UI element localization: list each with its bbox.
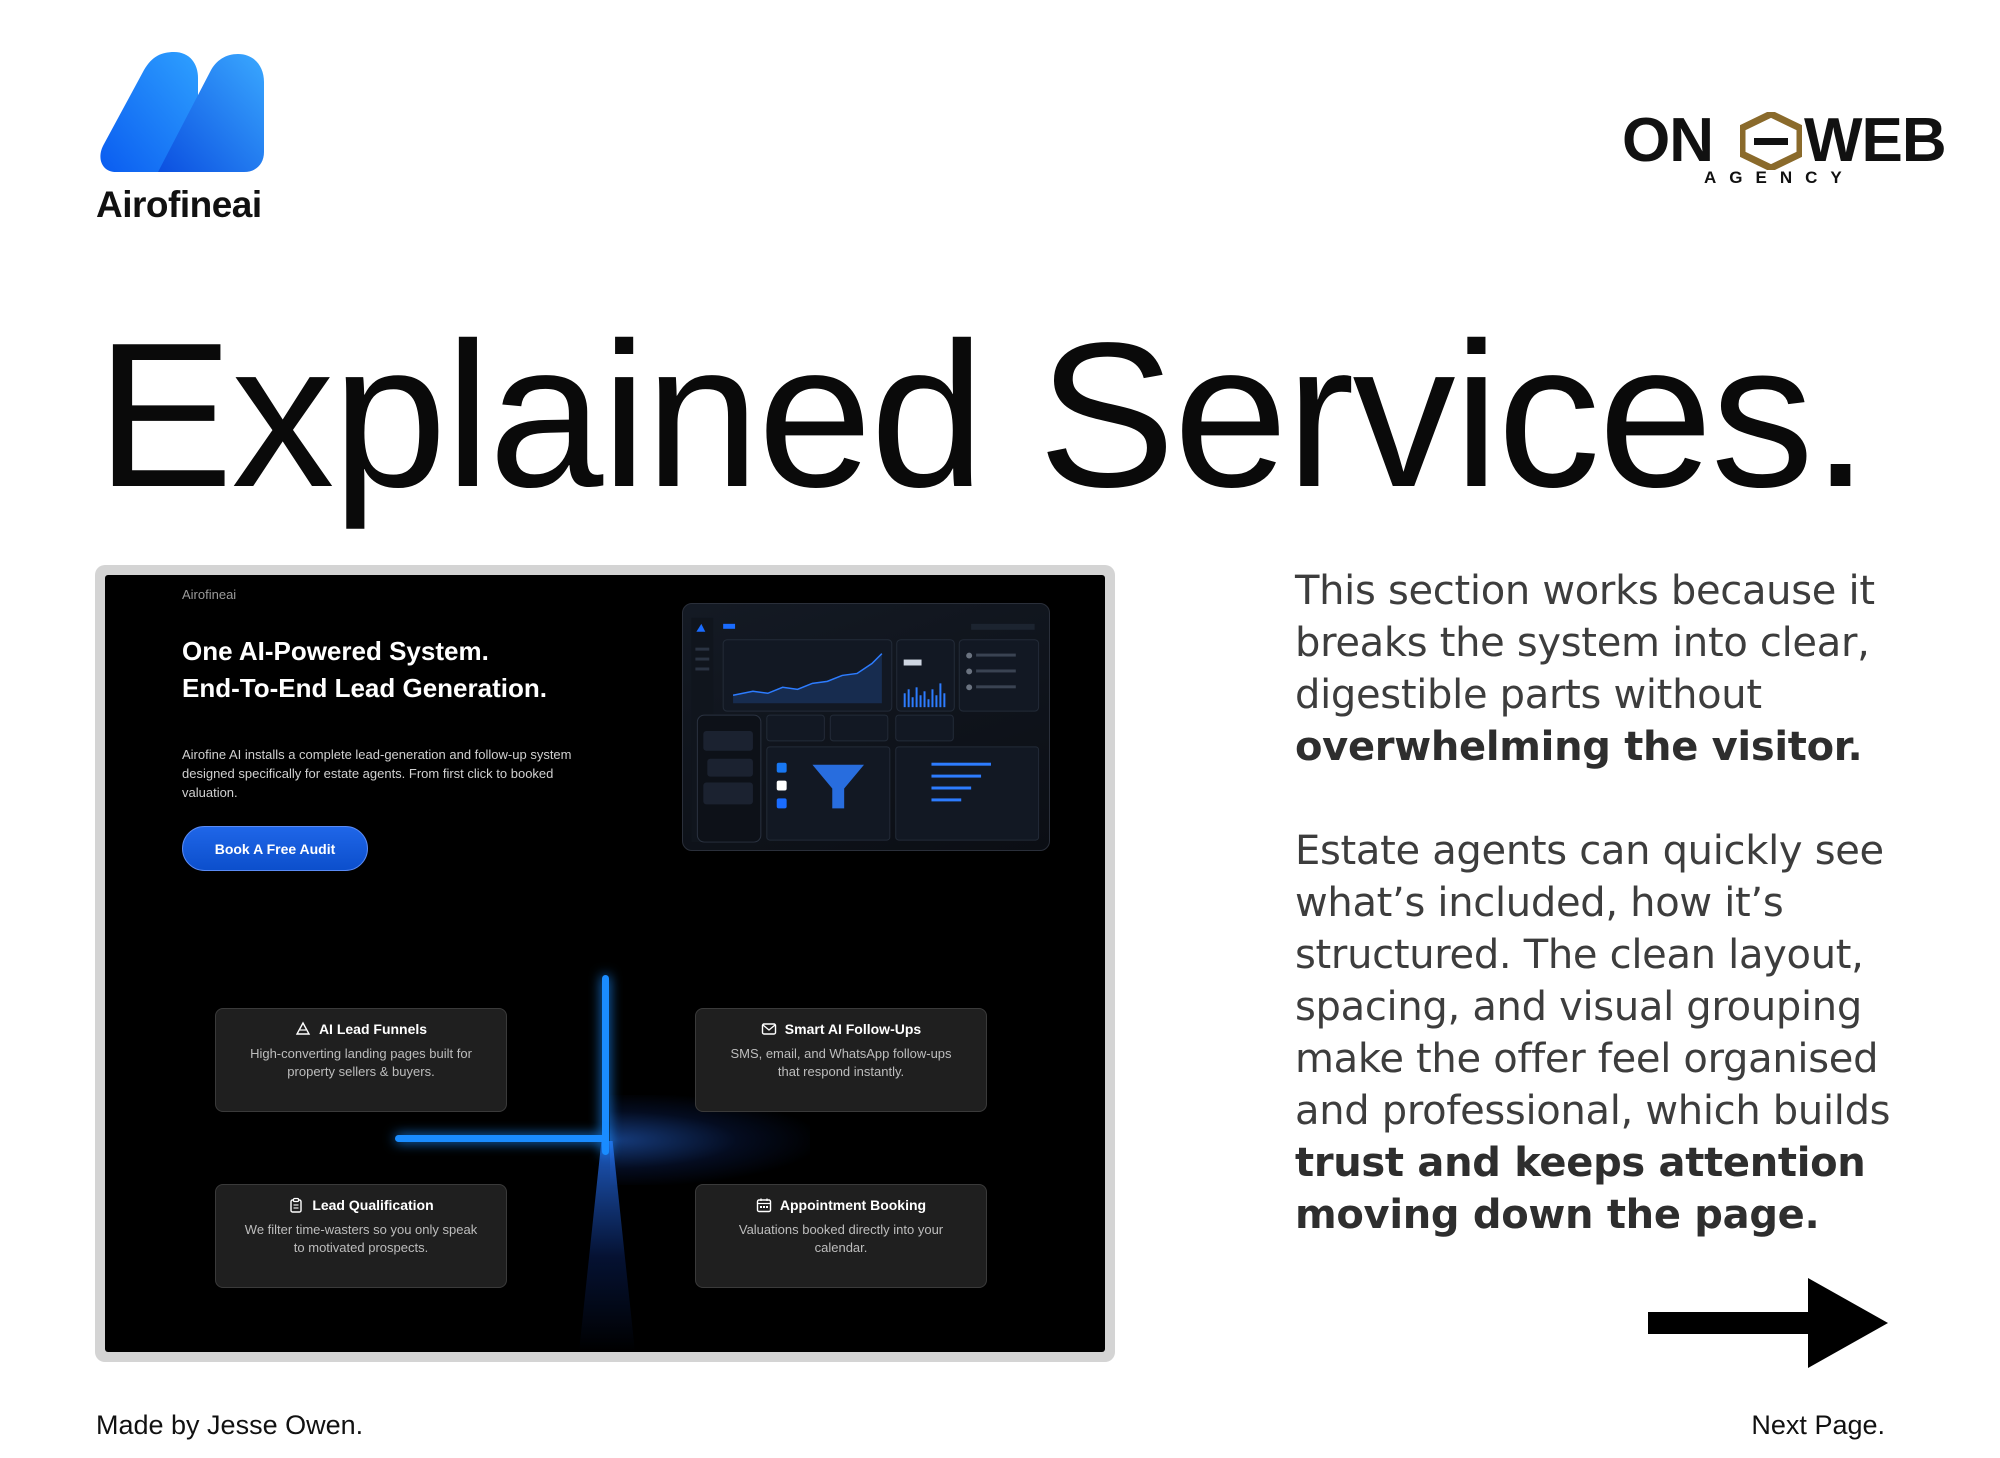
footer-credit: Made by Jesse Owen. — [96, 1410, 364, 1440]
screenshot-headline-line-1: One AI-Powered System. — [182, 636, 489, 666]
explanation-paragraph-1 — [1295, 565, 1895, 773]
clipboard-icon — [288, 1197, 304, 1213]
book-free-audit-button[interactable]: Book A Free Audit — [182, 826, 368, 871]
service-card-text: SMS, email, and WhatsApp follow-ups that respond instantly. — [730, 1046, 952, 1079]
page-title: Explained Services. — [96, 300, 1868, 530]
partner-logo-subtitle: AGENCY — [1704, 168, 1855, 187]
service-card-smart-ai-follow-ups — [695, 1008, 987, 1112]
website-screenshot-frame — [95, 565, 1115, 1362]
service-card-title: Lead Qualification — [312, 1197, 434, 1213]
explanation-text: This section works because it breaks the system into clear, digestible parts without — [1295, 568, 1875, 718]
partner-logo-word-2: WEB — [1804, 106, 1946, 175]
dashboard-mockup-image — [682, 603, 1050, 851]
explanation-emphasis: overwhelming the visitor. — [1295, 724, 1863, 770]
service-card-text: We filter time-wasters so you only speak to motivated prospects. — [244, 1222, 478, 1255]
service-card-text: Valuations booked directly into your calendar. — [738, 1222, 944, 1255]
service-card-title: Appointment Booking — [779, 1197, 927, 1213]
service-card-text: High-converting landing pages built for property sellers & buyers. — [250, 1046, 472, 1079]
website-screenshot — [105, 575, 1105, 1352]
explanation-emphasis: trust and keeps attention moving down the page. — [1295, 1140, 1866, 1238]
glow-vertical-line — [602, 975, 609, 1155]
funnel-icon — [295, 1021, 311, 1037]
airofineai-logo-icon — [98, 52, 264, 176]
partner-logo-word-1: ON — [1622, 106, 1713, 175]
screenshot-description: Airofine AI installs a complete lead-generation and follow-up system designed specifically for estate agents. From first click to booked valuation. — [182, 747, 572, 800]
screenshot-headline-line-2: End-To-End Lead Generation. — [182, 673, 547, 703]
service-card-title: AI Lead Funnels — [318, 1021, 428, 1037]
brand-name: Airofineai — [96, 184, 262, 225]
partner-logo — [1622, 104, 1946, 194]
explanation-paragraph-2 — [1295, 825, 1895, 1241]
service-card-appointment-booking — [695, 1184, 987, 1288]
explanation-text: Estate agents can quickly see what’s included, how it’s structured. The clean layout, spacing, and visual grouping make the offer feel organised and professional, which builds — [1295, 828, 1891, 1134]
next-page-link[interactable]: Next Page. — [1751, 1410, 1885, 1440]
glow-horizontal-line — [395, 1135, 607, 1142]
mail-icon — [761, 1021, 777, 1037]
partner-e-hexagon-icon — [1740, 112, 1802, 170]
arrow-right-icon[interactable] — [1648, 1278, 1888, 1368]
screenshot-brand: Airofineai — [182, 587, 237, 602]
screenshot-headline — [182, 633, 547, 707]
service-card-ai-lead-funnels — [215, 1008, 507, 1112]
service-card-lead-qualification — [215, 1184, 507, 1288]
calendar-icon — [756, 1197, 772, 1213]
explanation-copy — [1295, 565, 1895, 1293]
service-card-title: Smart AI Follow-Ups — [784, 1021, 922, 1037]
